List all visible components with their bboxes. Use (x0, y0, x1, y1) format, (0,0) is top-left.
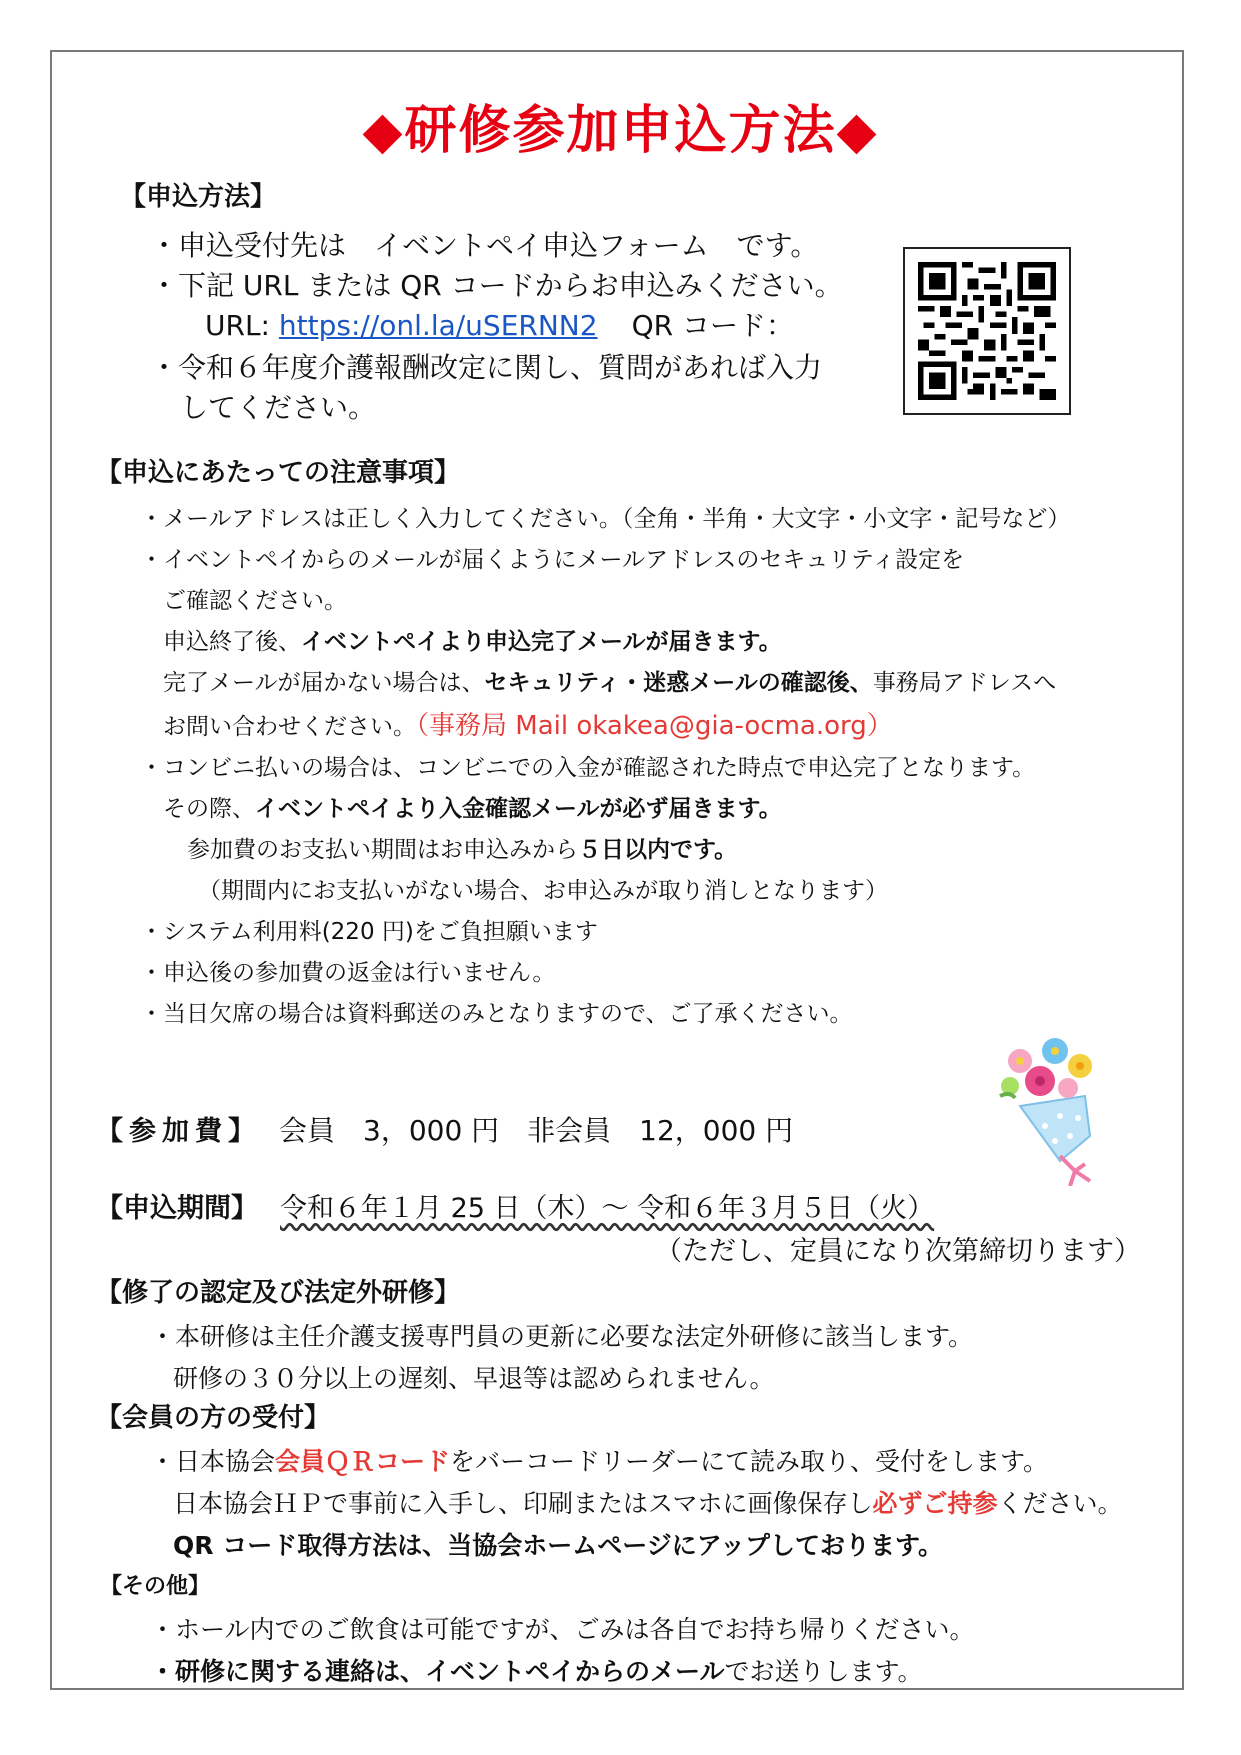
apply-url-line (205, 309, 794, 342)
bring-required-text: 必ずご持参 (872, 1489, 998, 1518)
apply-line-4: ・令和６年度介護報酬改定に関し、質問があれば入力 (150, 351, 823, 384)
note-5b: セキュリティ・迷惑メールの確認後、 (484, 670, 873, 696)
apply-heading: 【申込方法】 (120, 182, 277, 212)
other-2b: でお送りします。 (724, 1657, 923, 1686)
note-line-12: ・申込後の参加費の返金は行いません。 (140, 960, 556, 986)
member-1a: ・日本協会 (150, 1447, 276, 1476)
other-heading: 【その他】 (100, 1574, 211, 1599)
note-line-3: ご確認ください。 (163, 588, 347, 614)
note-4b: イベントペイより申込完了メールが届きます。 (301, 629, 782, 655)
flower-bouquet-icon (990, 1036, 1120, 1186)
qr-label: QR コード： (631, 309, 794, 342)
note-line-10: （期間内にお支払いがない場合、お申込みが取り消しとなります） (198, 878, 888, 904)
period-line (96, 1195, 934, 1222)
qr-code-icon[interactable] (903, 247, 1071, 415)
member-qr-code-text: 会員ＱＲコード (275, 1447, 451, 1476)
notes-heading: 【申込にあたっての注意事項】 (96, 458, 461, 488)
note-5c: 事務局アドレスへ (872, 670, 1057, 696)
fee-label: 【参加費】 (96, 1116, 261, 1147)
note-line-7: ・コンビニ払いの場合は、コンビニでの入金が確認された時点で申込完了となります。 (140, 755, 1036, 781)
apply-line-5: してください。 (180, 391, 377, 424)
member-2c: ください。 (997, 1489, 1123, 1518)
note-line-4 (163, 631, 782, 654)
apply-url-link[interactable]: https://onl.la/uSERNN2 (278, 309, 598, 342)
apply-line-1: ・申込受付先は イベントペイ申込フォーム です。 (150, 229, 819, 262)
member-line-3: QR コード取得方法は、当協会ホームページにアップしております。 (173, 1531, 943, 1560)
note-line-5 (163, 672, 1056, 695)
office-mail: （事務局 Mail okakea@gia-ocma.org） (416, 711, 893, 741)
note-6a: お問い合わせください。 (163, 714, 416, 740)
note-line-8 (163, 798, 782, 821)
note-line-9 (187, 839, 737, 862)
note-line-1: ・メールアドレスは正しく入力してください。（全角・半角・大文字・小文字・記号など） (140, 506, 1071, 532)
note-4a: 申込終了後、 (163, 629, 301, 655)
note-line-2: ・イベントペイからのメールが届くようにメールアドレスのセキュリティ設定を (140, 547, 965, 573)
period-note: （ただし、定員になり次第締切ります） (655, 1236, 1141, 1267)
period-dates: 令和６年１月 25 日（木）～ 令和６年３月５日（火） (280, 1193, 935, 1224)
note-9b: ５日以内です。 (578, 837, 738, 863)
period-label: 【申込期間】 (96, 1193, 258, 1224)
note-9a: 参加費のお支払い期間はお申込みから (187, 837, 578, 863)
note-line-13: ・当日欠席の場合は資料郵送のみとなりますので、ご了承ください。 (140, 1001, 853, 1027)
note-8b: イベントペイより入金確認メールが必ず届きます。 (255, 796, 782, 822)
apply-line-2: ・下記 URL または QR コードからお申込みください。 (150, 269, 843, 302)
note-5a: 完了メールが届かない場合は、 (163, 670, 485, 696)
member-heading: 【会員の方の受付】 (96, 1403, 331, 1433)
note-8a: その際、 (163, 796, 255, 822)
fee-amounts: 会員 3，000 円 非会員 12，000 円 (279, 1114, 794, 1147)
cert-line-1: ・本研修は主任介護支援専門員の更新に必要な法定外研修に該当します。 (150, 1322, 974, 1351)
note-line-11: ・システム利用料(220 円)をご負担願います (140, 919, 598, 945)
member-2a: 日本協会ＨＰで事前に入手し、印刷またはスマホに画像保存し (173, 1489, 873, 1518)
member-1c: をバーコードリーダーにて読み取り、受付をします。 (450, 1447, 1049, 1476)
other-line-2 (150, 1659, 923, 1684)
note-line-6 (163, 713, 893, 739)
member-line-1 (150, 1449, 1048, 1474)
cert-heading: 【修了の認定及び法定外研修】 (96, 1278, 461, 1308)
cert-line-2: 研修の３０分以上の遅刻、早退等は認められません。 (173, 1364, 775, 1393)
url-label: URL: (205, 309, 279, 342)
fee-line (96, 1114, 794, 1147)
other-2a: ・研修に関する連絡は、イベントペイからのメール (150, 1657, 725, 1686)
other-line-1: ・ホール内でのご飲食は可能ですが、ごみは各自でお持ち帰りください。 (150, 1615, 975, 1644)
page-title: ◆研修参加申込方法◆ (362, 101, 879, 161)
member-line-2 (173, 1491, 1123, 1516)
